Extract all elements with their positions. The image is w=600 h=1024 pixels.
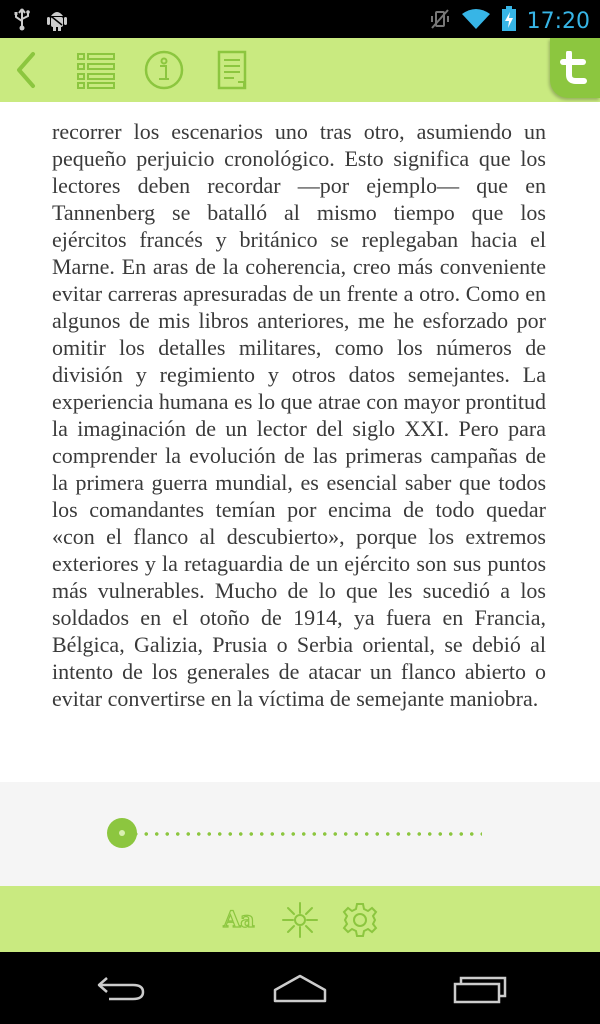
nav-home-icon[interactable]: [268, 970, 332, 1006]
book-text: recorrer los escenarios uno tras otro, asumiendo un pequeño perjuicio cronológico. Esto significa que los lectores deben recordar —por ejemplo— que en Tannenberg se batalló al mismo tiempo que los ejércitos francés y británico se replegaban hacia el Marne. En aras de la coherencia, creo más conveniente evitar carreras apresuradas de un frente a otro. Como en algunos de mis libros anteriores, me he esforzado por omitir los detalles militares, como los números de división y regimiento y otros datos semejantes. La experiencia humana es lo que atrae con mayor prontitud la imaginación de un lector del siglo XXI. Pero para comprender la evolución de las primeras campañas de la primera guerra mundial, es esencial saber que todos los comandantes temían por encima de todo quedar «con el flanco al descubierto», porque los extremos exteriores y la retaguardia de un ejército son sus puntos más vulnerables. Mucho de lo que les sucedió a los soldados en el otoño de 1914, ya fuera en Francia, Bélgica, Galizia, Prusia o Serbia oriental, se debió al intento de los generales de atacar un flanco abierto o evitar convertirse en la víctima de semejante maniobra.: [52, 119, 546, 711]
reader-content[interactable]: [0, 102, 600, 782]
status-bar: [0, 0, 600, 38]
vibrate-mute-icon: [429, 7, 451, 36]
settings-icon[interactable]: [340, 900, 380, 940]
table-of-contents-icon[interactable]: [72, 46, 120, 94]
brightness-icon[interactable]: [280, 900, 320, 940]
nav-back-icon[interactable]: [88, 970, 152, 1006]
usb-icon: [12, 7, 32, 36]
font-size-label: Aa: [223, 907, 255, 933]
clock: 17:20: [526, 9, 590, 34]
navigation-bar: [0, 952, 600, 1024]
wifi-icon: [461, 7, 491, 36]
top-toolbar: [0, 38, 600, 102]
page-progress-area: [0, 782, 600, 886]
notes-icon[interactable]: [208, 46, 256, 94]
app-logo-icon[interactable]: [550, 38, 600, 98]
bottom-toolbar: [0, 886, 600, 952]
progress-track[interactable]: [120, 831, 482, 837]
battery-charging-icon: [501, 6, 517, 37]
android-debug-icon: [46, 7, 68, 36]
font-size-icon[interactable]: [219, 900, 259, 940]
nav-recents-icon[interactable]: [448, 970, 512, 1006]
progress-slider-handle[interactable]: [107, 818, 137, 848]
info-icon[interactable]: [140, 46, 188, 94]
back-icon[interactable]: [2, 46, 50, 94]
